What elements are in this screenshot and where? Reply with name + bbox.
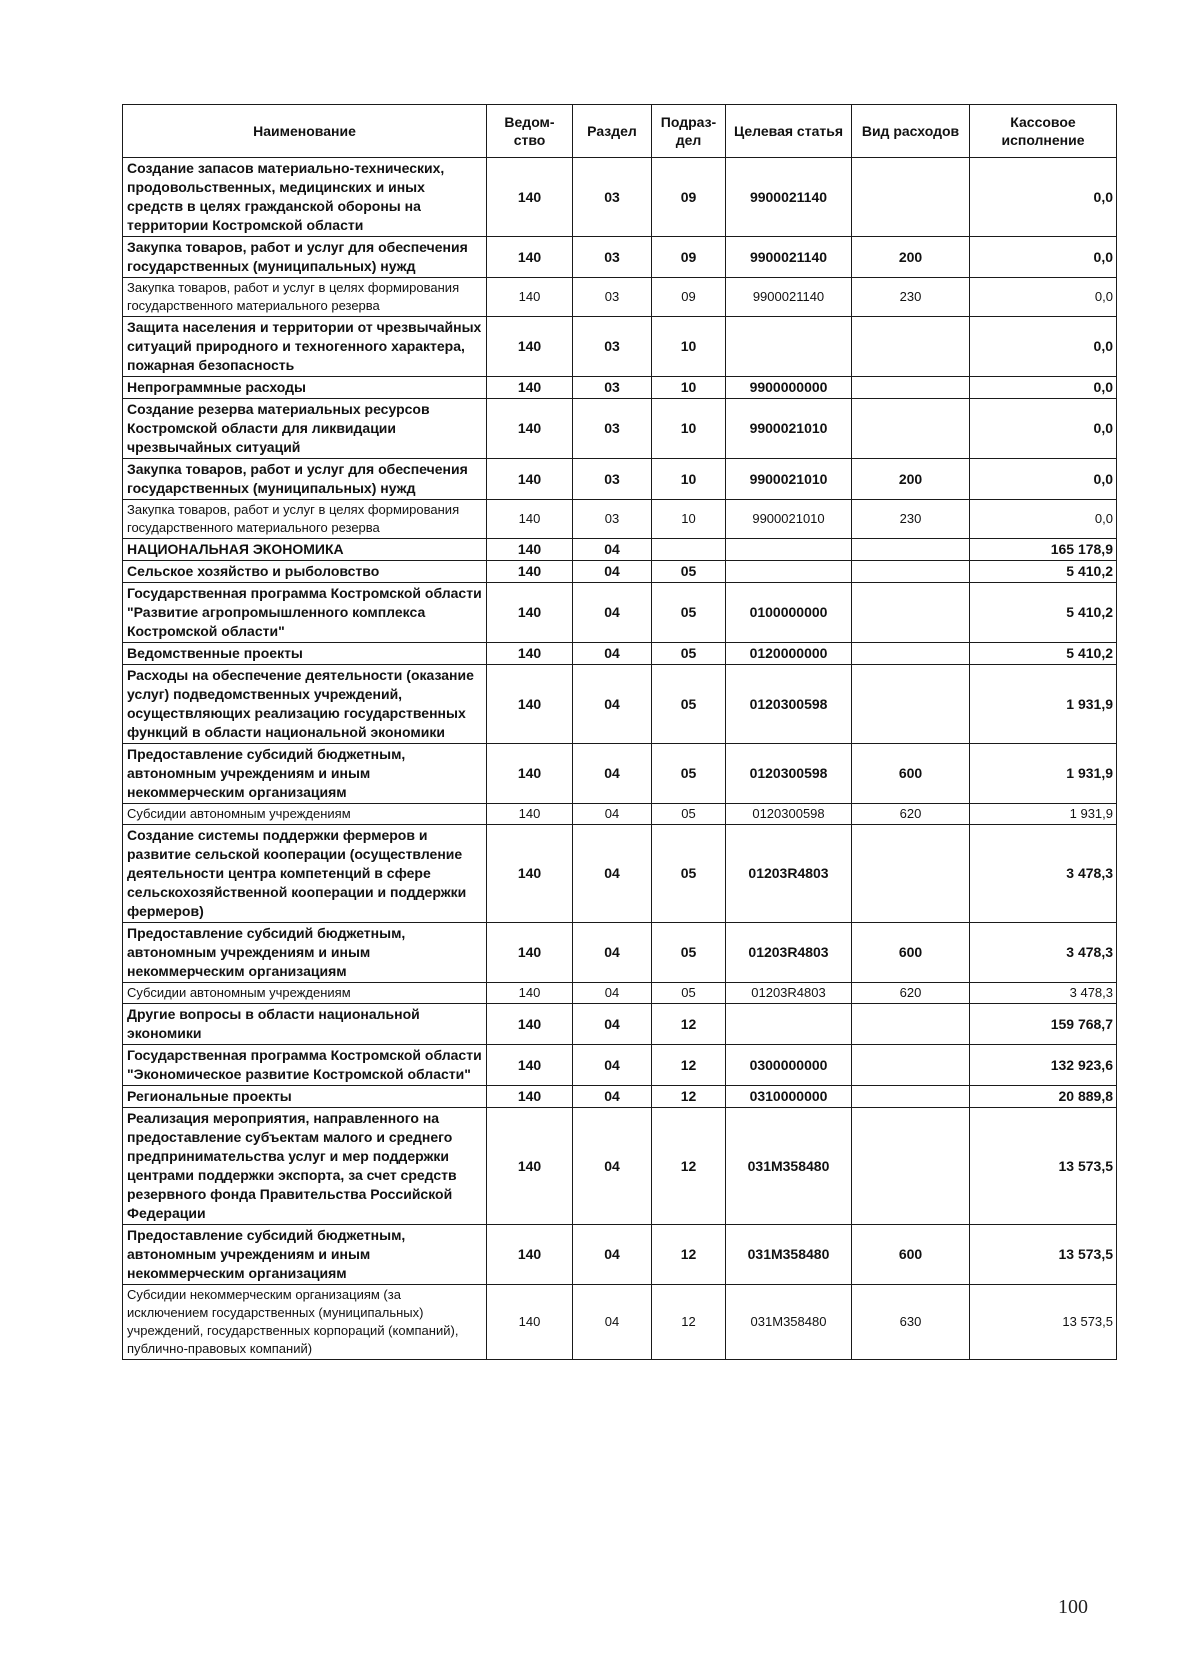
cell-kind: 600 [852,923,970,983]
cell-dept: 140 [487,1086,573,1108]
header-target: Целевая статья [726,105,852,158]
cell-amount: 13 573,5 [970,1285,1117,1360]
cell-kind [852,1045,970,1086]
cell-section: 04 [573,1045,652,1086]
cell-target: 0100000000 [726,583,852,643]
cell-target: 031М358480 [726,1108,852,1225]
cell-target: 01203R4803 [726,983,852,1004]
cell-dept: 140 [487,1108,573,1225]
cell-subsection: 05 [652,983,726,1004]
cell-kind: 600 [852,744,970,804]
cell-dept: 140 [487,1045,573,1086]
cell-section: 04 [573,1108,652,1225]
cell-section: 04 [573,825,652,923]
cell-kind: 620 [852,804,970,825]
cell-kind [852,665,970,744]
cell-section: 04 [573,539,652,561]
cell-section: 04 [573,1225,652,1285]
cell-section: 03 [573,158,652,237]
header-section: Раздел [573,105,652,158]
cell-dept: 140 [487,804,573,825]
cell-kind: 230 [852,278,970,317]
cell-dept: 140 [487,923,573,983]
cell-section: 03 [573,237,652,278]
table-body [123,158,1117,1360]
cell-amount: 1 931,9 [970,804,1117,825]
cell-dept: 140 [487,744,573,804]
cell-dept: 140 [487,399,573,459]
cell-subsection: 12 [652,1285,726,1360]
cell-name: Расходы на обеспечение деятельности (оказание услуг) подведомственных учреждений, осуществляющих реализацию государственных функций в области национальной экономики [123,665,487,744]
cell-dept: 140 [487,1225,573,1285]
cell-target: 0310000000 [726,1086,852,1108]
cell-name: Реализация мероприятия, направленного на предоставление субъектам малого и среднего предпринимательства услуг и мер поддержки центрами поддержки экспорта, за счет средств резервного фонда Правительства Российской Федерации [123,1108,487,1225]
cell-target: 9900021140 [726,278,852,317]
cell-section: 04 [573,643,652,665]
cell-amount: 0,0 [970,317,1117,377]
cell-section: 04 [573,665,652,744]
table-row [123,744,1117,804]
cell-target: 9900021140 [726,158,852,237]
cell-amount: 0,0 [970,377,1117,399]
cell-target: 0300000000 [726,1045,852,1086]
budget-table [122,104,1117,1360]
cell-subsection: 12 [652,1108,726,1225]
table-row [123,1225,1117,1285]
cell-kind: 600 [852,1225,970,1285]
cell-kind: 200 [852,459,970,500]
table-row [123,399,1117,459]
cell-kind: 200 [852,237,970,278]
cell-section: 03 [573,399,652,459]
cell-target [726,539,852,561]
cell-amount: 1 931,9 [970,744,1117,804]
cell-amount: 0,0 [970,459,1117,500]
table-row [123,1004,1117,1045]
cell-subsection: 05 [652,744,726,804]
cell-subsection: 12 [652,1225,726,1285]
cell-dept: 140 [487,539,573,561]
table-row [123,377,1117,399]
cell-target: 01203R4803 [726,825,852,923]
cell-section: 03 [573,500,652,539]
cell-kind [852,1004,970,1045]
cell-dept: 140 [487,158,573,237]
cell-amount: 13 573,5 [970,1108,1117,1225]
table-row [123,923,1117,983]
cell-subsection: 05 [652,804,726,825]
cell-kind [852,561,970,583]
cell-name: Ведомственные проекты [123,643,487,665]
cell-amount: 20 889,8 [970,1086,1117,1108]
cell-subsection: 05 [652,923,726,983]
cell-dept: 140 [487,317,573,377]
cell-amount: 5 410,2 [970,583,1117,643]
cell-amount: 132 923,6 [970,1045,1117,1086]
page-number: 100 [1058,1596,1088,1618]
cell-subsection: 09 [652,158,726,237]
cell-section: 03 [573,377,652,399]
table-row [123,158,1117,237]
cell-subsection: 10 [652,317,726,377]
cell-subsection: 12 [652,1004,726,1045]
table-row [123,1285,1117,1360]
cell-subsection: 10 [652,399,726,459]
table-row [123,1045,1117,1086]
cell-target: 9900021010 [726,459,852,500]
cell-target: 01203R4803 [726,923,852,983]
table-row [123,561,1117,583]
cell-name: Субсидии автономным учреждениям [123,804,487,825]
cell-subsection: 10 [652,377,726,399]
cell-kind [852,399,970,459]
table-row [123,317,1117,377]
cell-target: 9900021140 [726,237,852,278]
cell-section: 04 [573,1004,652,1045]
cell-amount: 3 478,3 [970,923,1117,983]
cell-subsection: 12 [652,1045,726,1086]
cell-name: Защита населения и территории от чрезвычайных ситуаций природного и техногенного характера, пожарная безопасность [123,317,487,377]
cell-target: 0120000000 [726,643,852,665]
cell-kind [852,317,970,377]
table-row [123,1108,1117,1225]
cell-amount: 3 478,3 [970,825,1117,923]
cell-amount: 5 410,2 [970,561,1117,583]
cell-subsection [652,539,726,561]
cell-subsection: 10 [652,459,726,500]
cell-kind: 630 [852,1285,970,1360]
cell-amount: 13 573,5 [970,1225,1117,1285]
table-row [123,1086,1117,1108]
cell-section: 04 [573,983,652,1004]
table-row [123,825,1117,923]
table-row [123,804,1117,825]
cell-amount: 0,0 [970,278,1117,317]
cell-amount: 0,0 [970,158,1117,237]
table-row [123,459,1117,500]
cell-subsection: 05 [652,643,726,665]
cell-dept: 140 [487,500,573,539]
cell-dept: 140 [487,237,573,278]
cell-kind [852,825,970,923]
cell-section: 03 [573,317,652,377]
cell-dept: 140 [487,377,573,399]
cell-name: Региональные проекты [123,1086,487,1108]
header-kind: Вид расходов [852,105,970,158]
cell-section: 04 [573,923,652,983]
cell-section: 03 [573,459,652,500]
cell-name: Государственная программа Костромской области "Экономическое развитие Костромской области" [123,1045,487,1086]
cell-target: 0120300598 [726,744,852,804]
cell-section: 04 [573,1285,652,1360]
cell-target: 9900021010 [726,500,852,539]
cell-subsection: 10 [652,500,726,539]
cell-name: Субсидии автономным учреждениям [123,983,487,1004]
cell-subsection: 05 [652,665,726,744]
cell-name: Предоставление субсидий бюджетным, автономным учреждениям и иным некоммерческим организациям [123,923,487,983]
cell-kind [852,583,970,643]
cell-target: 031М358480 [726,1225,852,1285]
cell-kind [852,539,970,561]
cell-target: 031М358480 [726,1285,852,1360]
table-header-row [123,105,1117,158]
cell-name: Государственная программа Костромской области "Развитие агропромышленного комплекса Костромской области" [123,583,487,643]
table-row [123,643,1117,665]
cell-amount: 0,0 [970,500,1117,539]
cell-name: Закупка товаров, работ и услуг для обеспечения государственных (муниципальных) нужд [123,237,487,278]
cell-name: Предоставление субсидий бюджетным, автономным учреждениям и иным некоммерческим организациям [123,744,487,804]
cell-subsection: 12 [652,1086,726,1108]
cell-target: 9900000000 [726,377,852,399]
cell-dept: 140 [487,459,573,500]
cell-dept: 140 [487,665,573,744]
cell-kind [852,643,970,665]
cell-subsection: 09 [652,278,726,317]
header-amount: Кассовое исполнение [970,105,1117,158]
cell-name: Непрограммные расходы [123,377,487,399]
cell-kind: 620 [852,983,970,1004]
cell-target [726,561,852,583]
cell-subsection: 05 [652,583,726,643]
cell-amount: 0,0 [970,399,1117,459]
cell-dept: 140 [487,643,573,665]
cell-amount: 5 410,2 [970,643,1117,665]
cell-dept: 140 [487,561,573,583]
header-subsection: Подраз-дел [652,105,726,158]
table-row [123,583,1117,643]
cell-section: 04 [573,804,652,825]
cell-dept: 140 [487,983,573,1004]
cell-dept: 140 [487,825,573,923]
cell-section: 04 [573,583,652,643]
cell-subsection: 05 [652,825,726,923]
table-row [123,539,1117,561]
cell-dept: 140 [487,583,573,643]
cell-name: Закупка товаров, работ и услуг для обеспечения государственных (муниципальных) нужд [123,459,487,500]
cell-subsection: 09 [652,237,726,278]
cell-kind [852,158,970,237]
cell-name: Закупка товаров, работ и услуг в целях формирования государственного материального резерва [123,500,487,539]
header-name: Наименование [123,105,487,158]
cell-subsection: 05 [652,561,726,583]
table-row [123,237,1117,278]
cell-section: 04 [573,744,652,804]
cell-target [726,1004,852,1045]
table-row [123,983,1117,1004]
cell-dept: 140 [487,1004,573,1045]
cell-amount: 0,0 [970,237,1117,278]
cell-name: Закупка товаров, работ и услуг в целях формирования государственного материального резерва [123,278,487,317]
header-dept: Ведом-ство [487,105,573,158]
cell-kind [852,377,970,399]
table-row [123,278,1117,317]
cell-target: 9900021010 [726,399,852,459]
cell-target [726,317,852,377]
cell-amount: 159 768,7 [970,1004,1117,1045]
cell-name: Создание резерва материальных ресурсов Костромской области для ликвидации чрезвычайных ситуаций [123,399,487,459]
cell-name: Создание системы поддержки фермеров и развитие сельской кооперации (осуществление деятельности центра компетенций в сфере сельскохозяйственной кооперации и поддержки фермеров) [123,825,487,923]
cell-target: 0120300598 [726,665,852,744]
cell-section: 03 [573,278,652,317]
cell-name: Другие вопросы в области национальной экономики [123,1004,487,1045]
cell-amount: 165 178,9 [970,539,1117,561]
cell-name: Субсидии некоммерческим организациям (за исключением государственных (муниципальных) учреждений, государственных корпораций (компаний), публично-правовых компаний) [123,1285,487,1360]
cell-target: 0120300598 [726,804,852,825]
table-row [123,500,1117,539]
cell-dept: 140 [487,1285,573,1360]
table-row [123,665,1117,744]
cell-dept: 140 [487,278,573,317]
cell-name: Предоставление субсидий бюджетным, автономным учреждениям и иным некоммерческим организациям [123,1225,487,1285]
cell-section: 04 [573,1086,652,1108]
cell-kind [852,1108,970,1225]
cell-kind [852,1086,970,1108]
cell-amount: 1 931,9 [970,665,1117,744]
cell-amount: 3 478,3 [970,983,1117,1004]
cell-name: Сельское хозяйство и рыболовство [123,561,487,583]
cell-name: Создание запасов материально-технических, продовольственных, медицинских и иных средств в целях гражданской обороны на территории Костромской области [123,158,487,237]
cell-kind: 230 [852,500,970,539]
cell-section: 04 [573,561,652,583]
cell-name: НАЦИОНАЛЬНАЯ ЭКОНОМИКА [123,539,487,561]
